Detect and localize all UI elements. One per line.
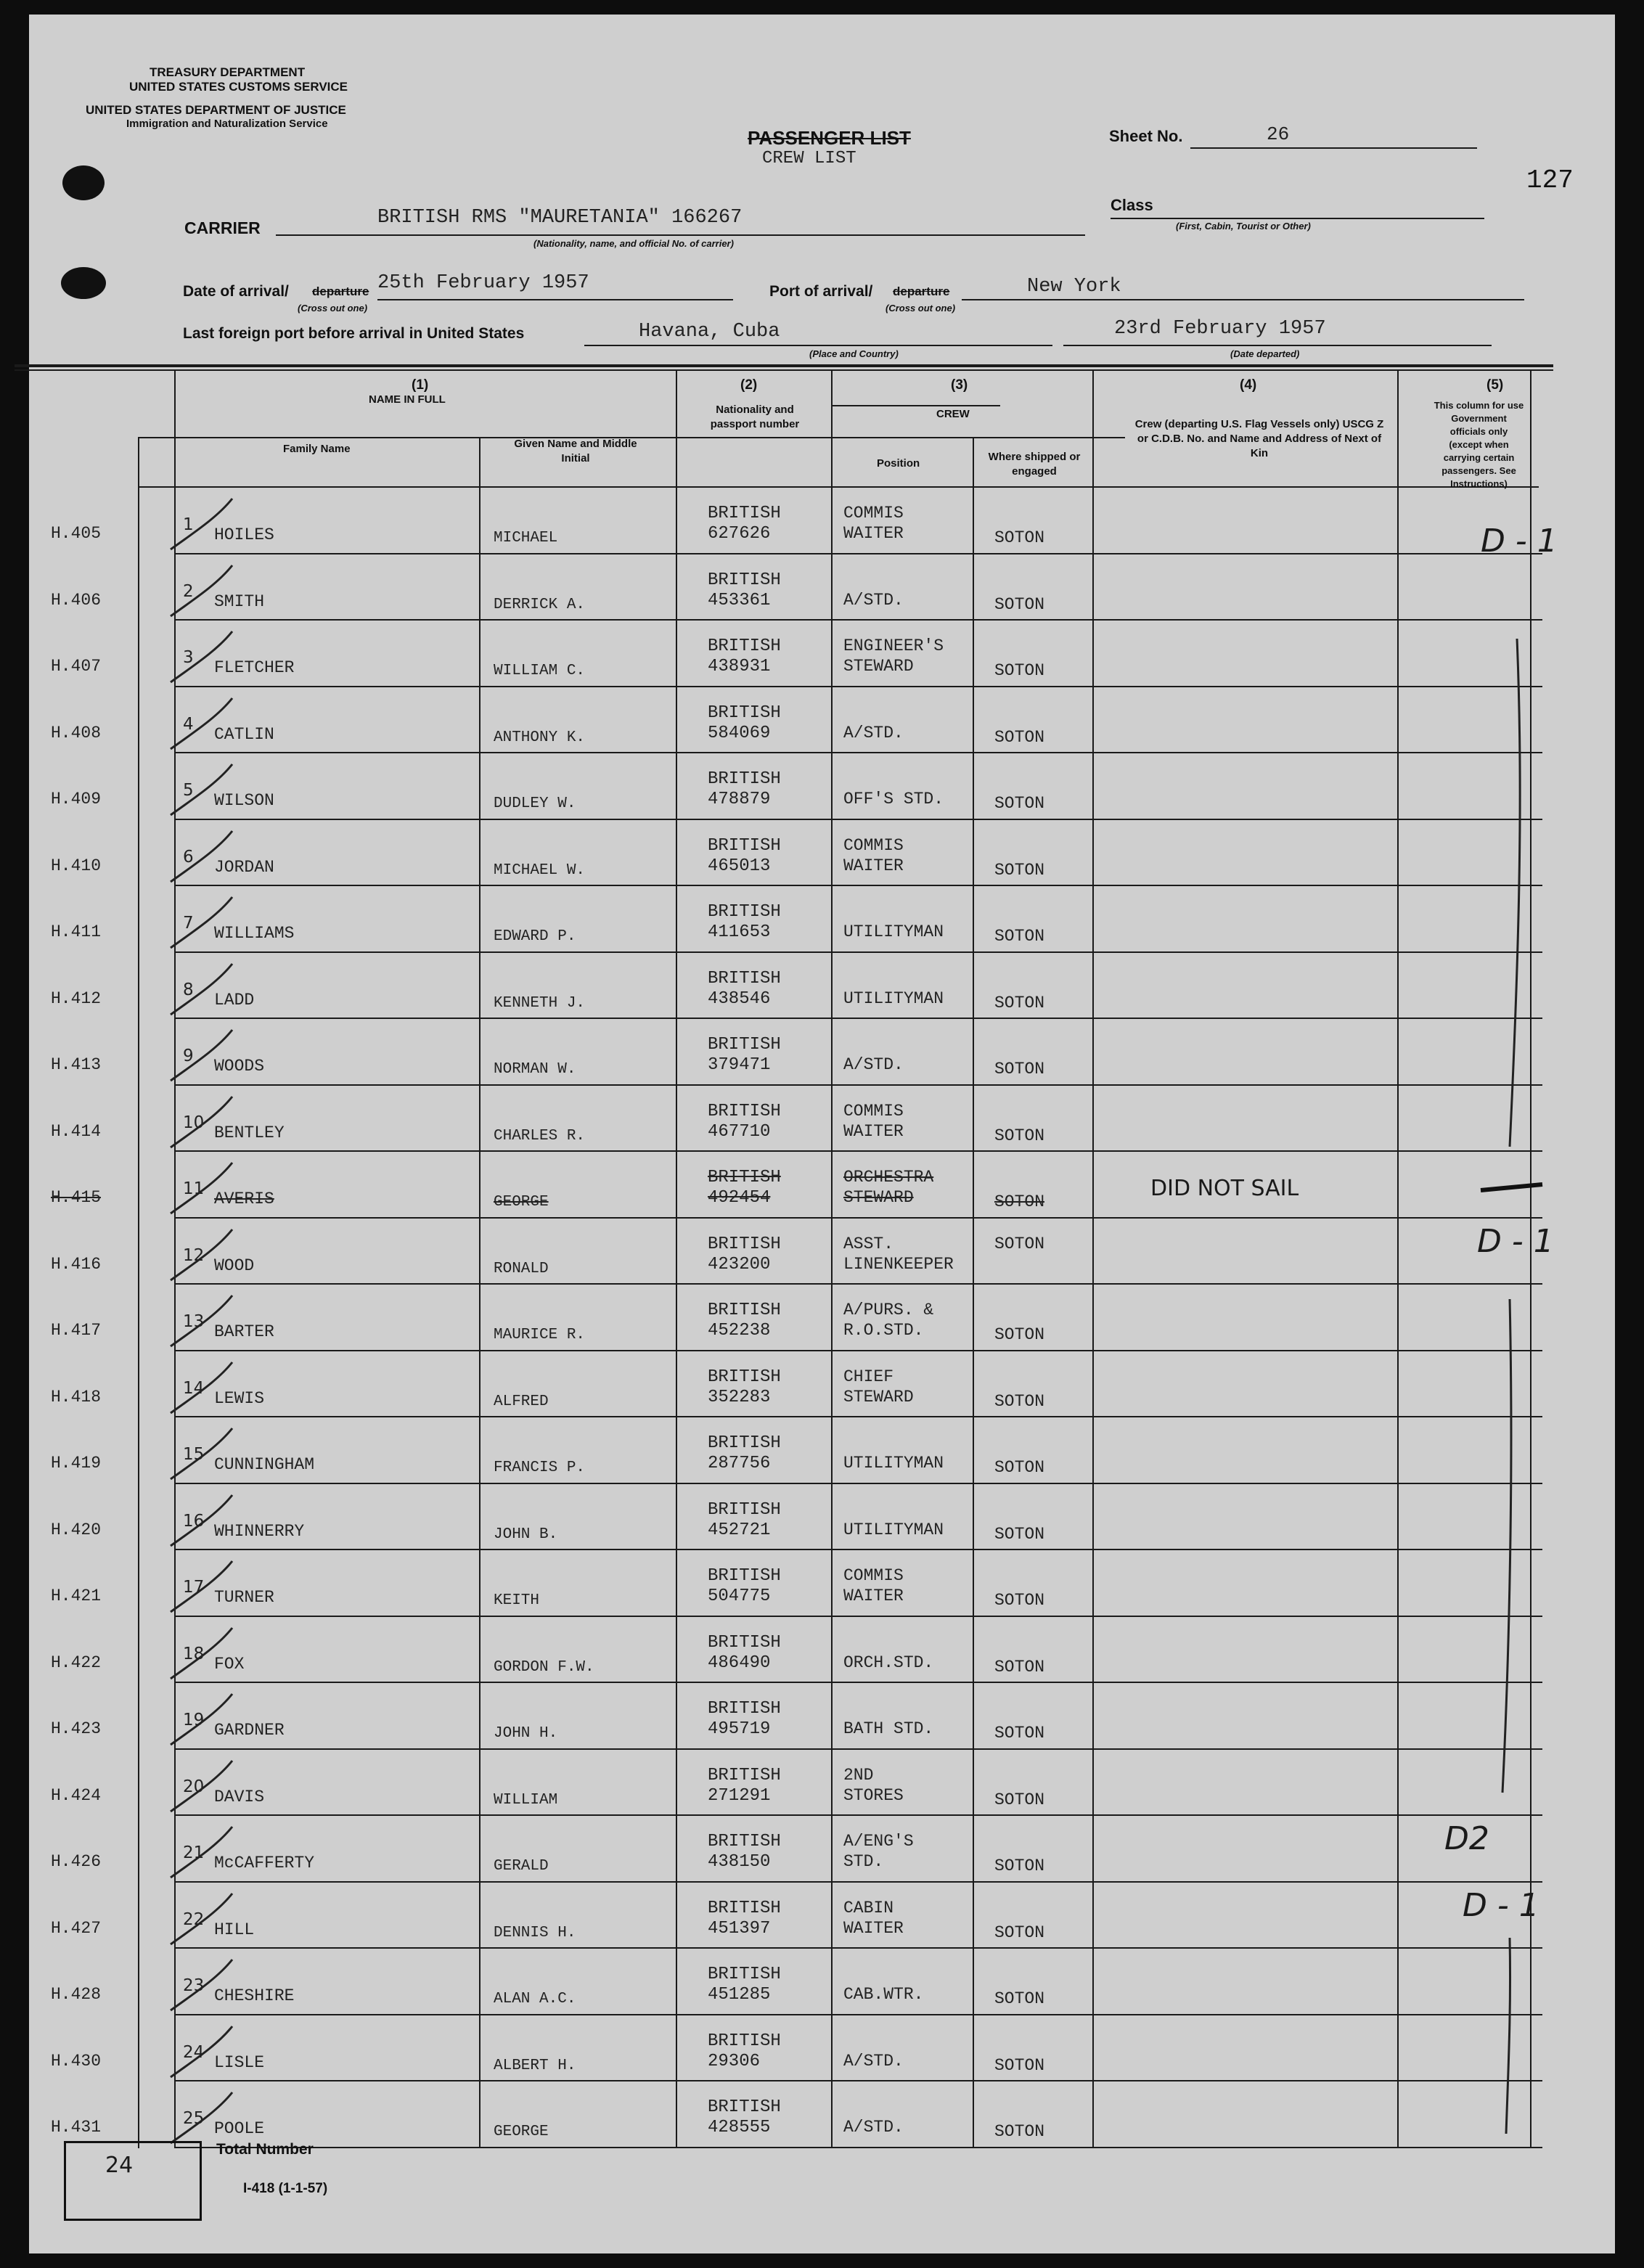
passport-number: 423200 [708,1254,771,1274]
row-number: 1 [183,515,194,534]
position-line-2: A/STD. [843,1055,904,1074]
passport-number: 438931 [708,657,771,676]
nationality: BRITISH [708,1765,781,1785]
where-shipped: SOTON [994,927,1045,946]
last-port-note: (Place and Country) [809,348,899,359]
col-given-name: Given Name and Middle Initial [514,438,637,464]
row-ref: H.415 [51,1188,102,1207]
row-number: 24 [183,2042,205,2062]
nationality: BRITISH [708,504,781,523]
row-ref: H.421 [51,1587,102,1605]
given-name: EDWARD P. [494,928,576,945]
position-line-2: WAITER [843,1918,904,1938]
position-line-2: ORCH.STD. [843,1653,934,1672]
passport-number: 271291 [708,1785,771,1806]
position-line-2: A/STD. [843,2051,904,2071]
where-shipped: SOTON [994,860,1045,880]
where-shipped: SOTON [994,1234,1045,1253]
passport-number: 452721 [708,1520,771,1540]
annotation-d1: D - 1 [1481,523,1558,560]
last-port-label: Last foreign port before arrival in United States [183,325,525,342]
given-name: JOHN B. [494,1526,558,1543]
form-number: I-418 (1-1-57) [243,2181,328,2196]
col-position: Position [877,457,920,470]
total-value: 24 [105,2153,134,2178]
row-ref: H.430 [51,2051,102,2071]
passport-number: 504775 [708,1587,771,1606]
where-shipped: SOTON [994,1458,1045,1477]
row-number: 20 [183,1777,205,1796]
where-shipped: SOTON [994,1126,1045,1145]
given-name: GORDON F.W. [494,1658,594,1676]
date-departed-value: 23rd February 1957 [1114,318,1326,340]
row-ref: H.431 [51,2118,102,2137]
row-number: 8 [183,980,194,999]
passport-number: 438150 [708,1852,771,1872]
passport-number: 492454 [708,1188,771,1208]
given-name: DENNIS H. [494,1924,576,1941]
position-line-2: A/STD. [843,2118,904,2137]
row-number: 15 [183,1445,205,1464]
row-ref: H.405 [51,524,102,543]
row-number: 12 [183,1245,205,1265]
given-name: CHARLES R. [494,1127,586,1145]
family-name: SMITH [214,591,265,611]
where-shipped: SOTON [994,794,1045,813]
col3-number: (3) [951,377,968,393]
form-title: CREW LIST [762,149,856,168]
given-name: RONALD [494,1260,549,1277]
nationality: BRITISH [708,1367,781,1387]
nationality: BRITISH [708,1699,781,1719]
struck-word: departure [312,284,369,298]
row-number: 23 [183,1976,205,1995]
port-label: Port of arrival/ [769,283,873,300]
document-page [29,15,1615,2253]
family-name: McCAFFERTY [214,1854,315,1872]
passport-number: 451285 [708,1985,771,2005]
nationality: BRITISH [708,1965,781,1984]
row-ref: H.416 [51,1254,102,1274]
where-shipped: SOTON [994,528,1045,547]
given-name: WILLIAM C. [494,663,586,679]
family-name: DAVIS [214,1787,265,1806]
row-ref: H.411 [51,922,102,941]
given-name: DUDLEY W. [494,795,576,812]
position-line-2: STEWARD [843,657,914,676]
port-value: New York [1027,276,1121,298]
position-line-2: WAITER [843,524,904,543]
nationality: BRITISH [708,1832,781,1851]
row-number: 6 [183,847,194,867]
cross-note-port: (Cross out one) [886,303,956,314]
family-name: HOILES [214,525,274,544]
family-name: CUNNINGHAM [214,1455,315,1474]
position-line-2: UTILITYMAN [843,1520,944,1539]
position-line-2: WAITER [843,856,904,875]
row-ref: H.423 [51,1719,102,1738]
col4-number: (4) [1240,377,1257,393]
position-line-2: STEWARD [843,1188,914,1207]
nationality: BRITISH [708,902,781,922]
position-line-2: UTILITYMAN [843,1454,944,1473]
given-name: ALAN A.C. [494,1991,576,2007]
position-line-2: UTILITYMAN [843,922,944,941]
nationality: BRITISH [708,1566,781,1586]
position-line-2: BATH STD. [843,1719,934,1738]
row-number: 9 [183,1047,194,1065]
row-number: 17 [183,1578,205,1597]
col-where-shipped: Where shipped or engaged [988,451,1081,478]
row-number: 7 [183,914,194,933]
nationality: BRITISH [708,1101,781,1121]
passport-number: 584069 [708,723,771,743]
family-name: CATLIN [214,724,274,744]
family-name: JORDAN [214,857,274,877]
arrival-date-value: 25th February 1957 [377,272,589,294]
annotation-d1: D - 1 [1463,1887,1539,1924]
position-line-2: WAITER [843,1121,904,1141]
position-line-1: COMMIS [843,1101,904,1121]
row-ref: H.422 [51,1653,102,1672]
where-shipped: SOTON [994,1923,1045,1942]
position-line-2: STEWARD [843,1387,914,1407]
nationality: BRITISH [708,570,781,590]
row-number: 21 [183,1843,205,1862]
given-name: FRANCIS P. [494,1460,586,1476]
row-number: 16 [183,1511,205,1531]
passport-number: 428555 [708,2118,771,2137]
passport-number: 495719 [708,1719,771,1739]
family-name: BENTLEY [214,1123,285,1142]
col2-number: (2) [740,377,758,393]
position-line-2: A/STD. [843,590,904,610]
given-name: NORMAN W. [494,1061,576,1078]
position-line-1: 2ND [843,1765,874,1785]
where-shipped: SOTON [994,727,1045,747]
nationality: BRITISH [708,769,781,789]
position-line-2: WAITER [843,1587,904,1605]
row-ref: H.412 [51,988,102,1008]
position-line-2: R.O.STD. [843,1321,924,1340]
col1-title: NAME IN FULL [369,393,446,406]
nationality: BRITISH [708,1168,781,1187]
where-shipped: SOTON [994,1060,1045,1078]
total-label: Total Number [216,2141,314,2158]
given-name: KEITH [494,1592,540,1609]
where-shipped: SOTON [994,993,1045,1012]
row-number: 18 [183,1644,205,1663]
position-line-1: ASST. [843,1234,894,1253]
position-line-2: OFF'S STD. [843,790,944,808]
family-name: CHESHIRE [214,1986,295,2005]
where-shipped: SOTON [994,1325,1045,1344]
nationality: BRITISH [708,1433,781,1453]
sheet-number: 26 [1267,123,1290,145]
col5-title: This column for use Government officials only (except when carrying certain passengers. See Instructions) [1434,400,1524,489]
struck-word-port: departure [893,284,950,298]
row-ref: H.424 [51,1785,102,1805]
row-ref: H.407 [51,657,102,676]
last-port-value: Havana, Cuba [639,321,780,343]
row-number: 13 [183,1312,205,1331]
row-number: 5 [183,781,194,800]
where-shipped: SOTON [994,661,1045,680]
where-shipped: SOTON [994,1192,1045,1211]
row-number: 4 [183,714,194,734]
family-name: LEWIS [214,1388,265,1408]
annotation-did-not-sail: DID NOT SAIL [1150,1176,1299,1201]
nationality: BRITISH [708,1234,781,1254]
passport-number: 451397 [708,1918,771,1939]
position-line-2: STORES [843,1785,904,1805]
position-line-2: CAB.WTR. [843,1985,924,2004]
row-ref: H.427 [51,1918,102,1938]
row-ref: H.410 [51,856,102,875]
annotation-d1: D - 1 [1477,1223,1554,1260]
nationality: BRITISH [708,1632,781,1653]
nationality: BRITISH [708,1301,781,1320]
row-number: 25 [183,2109,205,2128]
passport-number: 352283 [708,1387,771,1407]
form-title-struck: PASSENGER LIST [748,127,911,149]
row-number: 19 [183,1711,205,1729]
page-number: 127 [1526,165,1574,195]
position-line-2: UTILITYMAN [843,988,944,1008]
position-line-1: A/ENG'S [843,1832,914,1851]
position-line-1: COMMIS [843,1566,904,1585]
cross-note: (Cross out one) [298,303,368,314]
passport-number: 465013 [708,856,771,876]
passport-number: 453361 [708,590,771,610]
col-family-name: Family Name [283,443,351,455]
nationality: BRITISH [708,835,781,856]
agency-line-4: Immigration and Naturalization Service [126,118,328,130]
passport-number: 486490 [708,1653,771,1673]
class-note: (First, Cabin, Tourist or Other) [1176,221,1311,232]
position-line-1: CABIN [843,1898,894,1917]
row-ref: H.406 [51,590,102,610]
carrier-note: (Nationality, name, and official No. of carrier) [533,238,734,249]
annotation-strokes [29,15,1615,2253]
given-name: ALFRED [494,1393,549,1410]
nationality: BRITISH [708,636,781,656]
row-number: 10 [183,1113,205,1132]
given-name: MICHAEL W. [494,861,586,879]
where-shipped: SOTON [994,1657,1045,1677]
row-ref: H.419 [51,1454,102,1473]
col3-title: CREW [936,408,970,420]
carrier-label: CARRIER [184,218,261,237]
row-ref: H.409 [51,790,102,808]
sheet-label: Sheet No. [1109,127,1183,145]
passport-number: 287756 [708,1454,771,1473]
row-number: 3 [183,648,194,667]
family-name: FLETCHER [214,658,295,677]
where-shipped: SOTON [994,1724,1045,1743]
family-name: WHINNERRY [214,1521,305,1541]
carrier-value: BRITISH RMS "MAURETANIA" 166267 [377,207,743,229]
passport-number: 411653 [708,922,771,942]
given-name: GERALD [494,1858,549,1875]
col2-title: Nationality and passport number [710,404,800,430]
row-ref: H.428 [51,1985,102,2004]
position-line-1: ORCHESTRA [843,1168,934,1187]
family-name: AVERIS [214,1190,274,1208]
row-number: 14 [183,1378,205,1398]
agency-line-2: UNITED STATES CUSTOMS SERVICE [129,80,348,94]
position-line-1: COMMIS [843,504,904,523]
where-shipped: SOTON [994,1790,1045,1809]
family-name: LISLE [214,2052,265,2072]
row-ref: H.413 [51,1055,102,1074]
family-name: POOLE [214,2119,265,2138]
where-shipped: SOTON [994,1524,1045,1544]
given-name: WILLIAM [494,1791,558,1809]
family-name: GARDNER [214,1721,285,1740]
given-name: ANTHONY K. [494,729,586,746]
where-shipped: SOTON [994,2122,1045,2141]
given-name: GEORGE [494,2124,549,2140]
nationality: BRITISH [708,1499,781,1520]
family-name: BARTER [214,1322,274,1341]
row-ref: H.426 [51,1852,102,1871]
given-name: MAURICE R. [494,1327,586,1343]
where-shipped: SOTON [994,1856,1045,1875]
row-number: 2 [183,581,194,601]
family-name: HILL [214,1920,255,1939]
family-name: WILSON [214,791,274,810]
where-shipped: SOTON [994,2055,1045,2075]
position-line-2: STD. [843,1852,884,1871]
class-label: Class [1111,196,1153,214]
family-name: WOODS [214,1057,265,1076]
row-number: 11 [183,1179,205,1198]
where-shipped: SOTON [994,1989,1045,2008]
position-line-1: COMMIS [843,835,904,855]
given-name: DERRICK A. [494,596,586,613]
family-name: TURNER [214,1588,274,1607]
row-ref: H.414 [51,1121,102,1141]
where-shipped: SOTON [994,594,1045,614]
position-line-2: LINENKEEPER [843,1254,954,1274]
position-line-1: CHIEF [843,1367,894,1386]
row-ref: H.418 [51,1387,102,1407]
nationality: BRITISH [708,2031,781,2051]
nationality: BRITISH [708,1898,781,1918]
nationality: BRITISH [708,2097,781,2117]
nationality: BRITISH [708,703,781,723]
agency-line-1: TREASURY DEPARTMENT [150,65,306,79]
position-line-1: ENGINEER'S [843,636,944,655]
date-departed-note: (Date departed) [1230,348,1300,359]
family-name: LADD [214,990,255,1010]
nationality: BRITISH [708,968,781,988]
passport-number: 478879 [708,790,771,809]
family-name: WOOD [214,1256,255,1275]
where-shipped: SOTON [994,1591,1045,1610]
given-name: ALBERT H. [494,2057,576,2074]
agency-line-3: UNITED STATES DEPARTMENT OF JUSTICE [86,103,346,117]
col1-number: (1) [412,377,429,393]
family-name: FOX [214,1654,245,1674]
annotation-d2: D2 [1444,1820,1489,1857]
col4-title: Crew (departing U.S. Flag Vessels only) USCG Z or C.D.B. No. and Name and Address of Next of Kin [1134,418,1384,459]
position-line-1: A/PURS. & [843,1301,934,1319]
where-shipped: SOTON [994,1391,1045,1411]
passport-number: 467710 [708,1121,771,1142]
row-number: 22 [183,1909,205,1929]
position-line-2: A/STD. [843,723,904,742]
passport-number: 452238 [708,1321,771,1340]
arrival-date-label: Date of arrival/ [183,283,289,300]
given-name: KENNETH J. [494,994,586,1012]
family-name: WILLIAMS [214,924,295,943]
passport-number: 29306 [708,2051,761,2071]
given-name: JOHN H. [494,1725,558,1742]
passport-number: 379471 [708,1055,771,1075]
passport-number: 438546 [708,988,771,1009]
row-ref: H.420 [51,1520,102,1539]
row-ref: H.417 [51,1321,102,1340]
given-name: GEORGE [494,1194,549,1211]
passport-number: 627626 [708,524,771,544]
row-ref: H.408 [51,723,102,742]
col5-number: (5) [1486,377,1504,393]
given-name: MICHAEL [494,530,558,546]
nationality: BRITISH [708,1035,781,1055]
